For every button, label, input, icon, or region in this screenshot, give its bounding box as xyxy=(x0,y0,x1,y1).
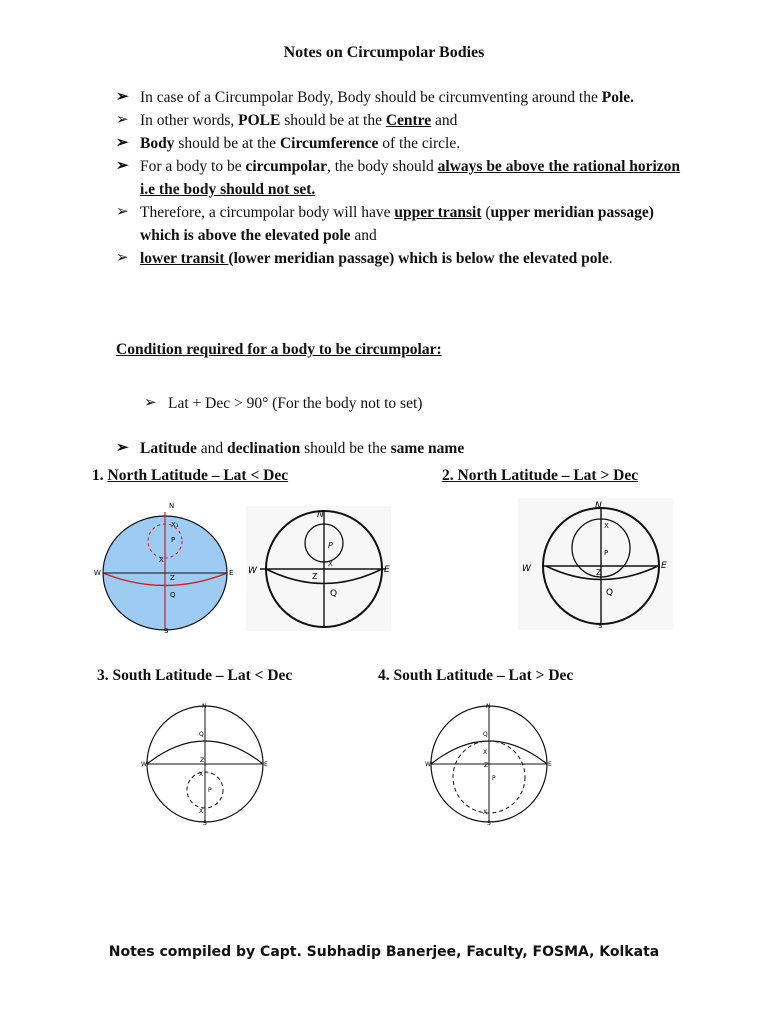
text-run: Body xyxy=(140,135,175,152)
label-Z: Z xyxy=(596,568,602,577)
label-X: X xyxy=(199,771,204,778)
label-W: W xyxy=(522,564,531,574)
text-run: circumpolar xyxy=(245,158,327,175)
label-Q: Q xyxy=(199,731,204,738)
arrow-bullet-icon: ➢ xyxy=(144,395,157,411)
label-N: N xyxy=(169,502,175,510)
text-run: should be at the xyxy=(280,112,386,129)
label-Z: Z xyxy=(170,574,175,582)
diagram-1-coloured xyxy=(90,500,240,640)
label-S: S xyxy=(487,820,491,826)
text-run: For a body to be xyxy=(140,158,246,175)
arrow-bullet-icon: ➢ xyxy=(116,440,129,456)
text-run: Circumference xyxy=(279,135,379,152)
diagram-3 xyxy=(140,700,270,826)
label-P: P xyxy=(171,536,176,544)
text-run: Pole. xyxy=(601,89,635,106)
label-N: N xyxy=(317,510,324,520)
text-run: and xyxy=(350,227,377,244)
bullet-text xyxy=(140,89,634,106)
text-run: lower transit xyxy=(140,250,229,267)
text-run: , the body should xyxy=(327,158,438,175)
page-title: Notes on Circumpolar Bodies xyxy=(283,44,485,61)
label-W: W xyxy=(248,566,257,576)
text-run: of the circle. xyxy=(378,135,461,152)
arrow-bullet-icon: ➢ xyxy=(116,204,129,220)
label-E: E xyxy=(384,565,390,575)
text-run: Therefore, a circumpolar body will have xyxy=(140,204,395,221)
text-run: In other words, xyxy=(140,112,239,129)
condition-lat-dec: ➢ Lat + Dec > 90° (For the body not to set) xyxy=(144,392,768,415)
label-W: W xyxy=(94,569,101,577)
label-X: X xyxy=(199,808,204,815)
label-Z: Z xyxy=(484,762,489,769)
diagram-2-sketch xyxy=(518,498,673,630)
case-3-heading: 3. South Latitude – Lat < Dec xyxy=(97,667,293,684)
arrow-bullet-icon: ➢ xyxy=(116,135,129,151)
text-run: should be at the xyxy=(174,135,280,152)
label-X: X xyxy=(328,560,333,568)
label-Q: Q xyxy=(606,588,614,598)
bullet-text xyxy=(140,250,613,267)
bullet-item xyxy=(116,247,696,270)
text-run: and xyxy=(431,112,458,129)
bullet-text xyxy=(140,112,457,129)
label-E: E xyxy=(264,761,268,768)
text-run: . xyxy=(608,250,613,267)
text-run: upper meridian passage) which is above the elevated pole xyxy=(140,204,654,244)
label-Z: Z xyxy=(200,757,205,764)
case-1-heading: 1. North Latitude – Lat < Dec xyxy=(92,467,289,484)
arrow-bullet-icon: ➢ xyxy=(116,112,129,128)
diagram-4 xyxy=(424,700,554,826)
bullet-item xyxy=(116,201,696,247)
label-X1: X₁ xyxy=(171,521,179,529)
label-X: X xyxy=(159,556,164,564)
label-N: N xyxy=(595,501,602,511)
label-W: W xyxy=(425,761,431,768)
text-run: ( xyxy=(481,204,491,221)
condition-heading: Condition required for a body to be circumpolar: xyxy=(116,341,442,358)
label-Q: Q xyxy=(170,591,176,599)
label-E: E xyxy=(661,561,667,571)
label-E: E xyxy=(548,761,552,768)
label-P: P xyxy=(604,549,609,557)
text-run: should be the xyxy=(300,440,391,457)
text-run: POLE xyxy=(238,112,281,129)
case-4-heading: 4. South Latitude – Lat > Dec xyxy=(378,667,574,684)
bullet-text xyxy=(140,135,460,152)
bullet-item xyxy=(116,132,696,155)
label-P: P xyxy=(492,775,496,782)
text-run: and xyxy=(196,440,227,457)
text-run: upper transit xyxy=(394,204,482,221)
label-E: E xyxy=(229,569,234,577)
label-S: S xyxy=(203,820,207,826)
text-run: declination xyxy=(226,440,301,457)
label-Q: Q xyxy=(330,589,338,599)
bullet-text xyxy=(140,204,654,244)
text-run: Latitude xyxy=(140,440,197,457)
arrow-bullet-icon: ➢ xyxy=(116,158,129,174)
diagram-1-sketch xyxy=(246,506,391,631)
text-run: same name xyxy=(390,440,465,457)
bullet-item xyxy=(116,86,696,109)
footer-credit: Notes compiled by Capt. Subhadip Banerjee, Faculty, FOSMA, Kolkata xyxy=(108,944,660,960)
label-P: P xyxy=(328,541,333,550)
label-S: S xyxy=(164,627,169,635)
label-Z: Z xyxy=(312,572,318,581)
label-W: W xyxy=(141,761,147,768)
text-run: always be above the rational horizon i.e the body should not set. xyxy=(140,158,681,198)
bullet-text xyxy=(140,440,464,457)
label-P: P xyxy=(208,787,212,794)
label-S: S xyxy=(598,622,603,630)
label-N: N xyxy=(202,703,207,710)
text-run: (lower meridian passage) which is below the elevated pole xyxy=(228,250,609,267)
bullet-text xyxy=(140,158,680,198)
arrow-bullet-icon: ➢ xyxy=(116,250,129,266)
text-run: In case of a Circumpolar Body, Body should be circumventing around the xyxy=(140,89,602,106)
label-X: X xyxy=(604,522,609,530)
text-run: Centre xyxy=(385,112,432,129)
condition-same-name xyxy=(116,437,768,460)
case-2-heading: 2. North Latitude – Lat > Dec xyxy=(442,467,639,484)
label-Q: Q xyxy=(483,731,488,738)
arrow-bullet-icon: ➢ xyxy=(116,89,129,105)
bullet-item xyxy=(116,155,696,201)
label-X: X xyxy=(483,809,488,816)
bullet-item xyxy=(116,109,696,132)
bullet-list xyxy=(116,86,696,270)
label-X: X xyxy=(483,749,488,756)
label-N: N xyxy=(486,703,491,710)
